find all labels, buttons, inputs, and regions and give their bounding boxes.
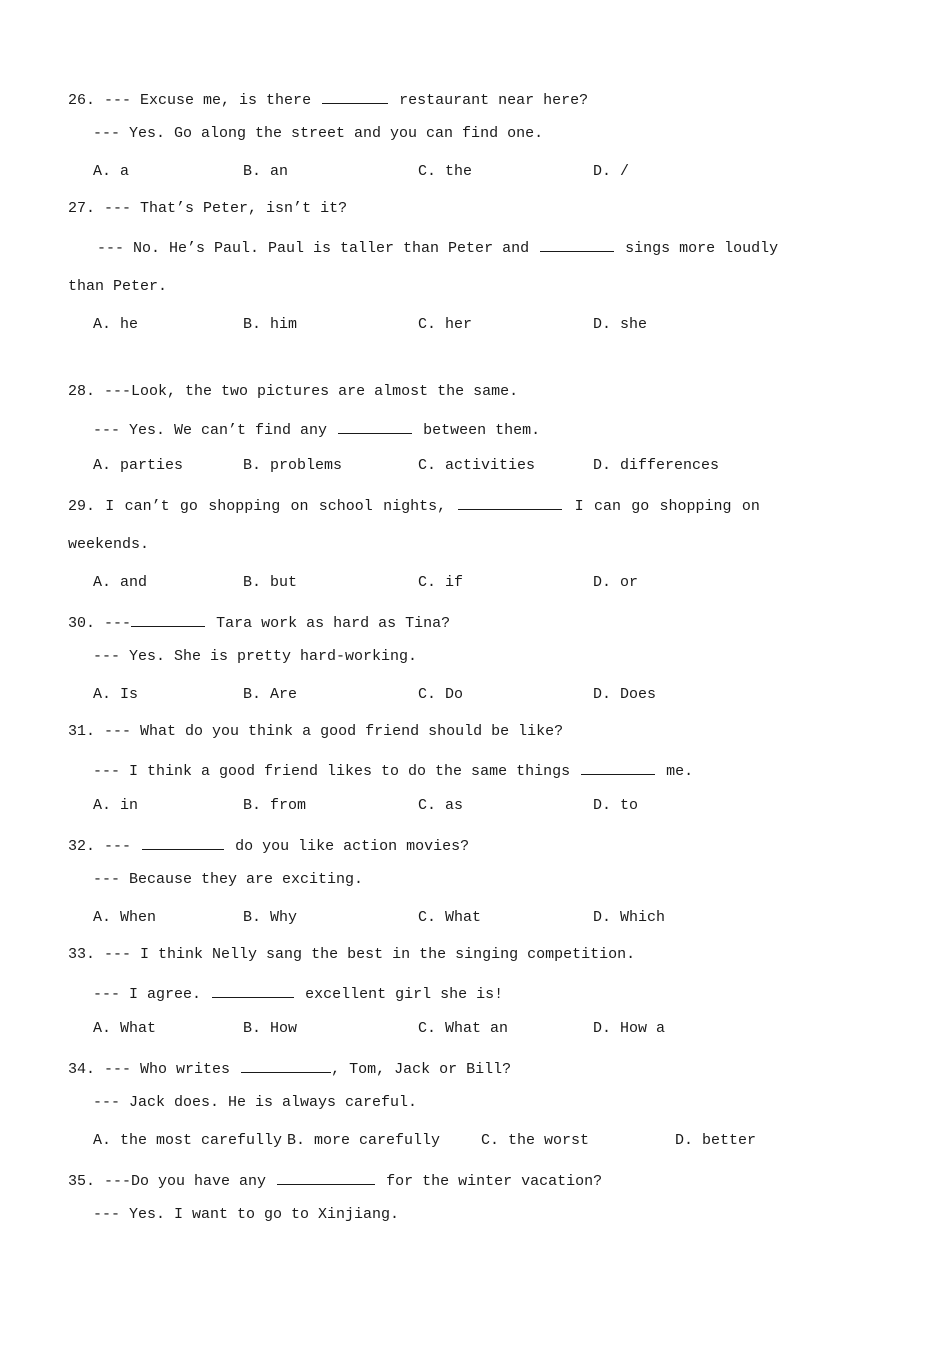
option-c[interactable]: C. the <box>418 163 473 180</box>
option-d[interactable]: D. Does <box>593 686 657 703</box>
option-a[interactable]: A. parties <box>93 457 184 474</box>
question-27-reply: --- No. He’s Paul. Paul is taller than Peter and sings more loudly <box>97 236 778 259</box>
option-d[interactable]: D. / <box>593 163 630 180</box>
question-34-reply: --- Jack does. He is always careful. <box>93 1094 418 1111</box>
option-c[interactable]: C. if <box>418 574 464 591</box>
answer-blank[interactable] <box>581 759 655 775</box>
answer-blank[interactable] <box>322 88 388 104</box>
option-c[interactable]: C. the worst <box>481 1132 590 1149</box>
question-27-prompt: 27. --- That’s Peter, isn’t it? <box>68 200 348 217</box>
option-d[interactable]: D. How a <box>593 1020 666 1037</box>
option-a[interactable]: A. When <box>93 909 157 926</box>
question-31-prompt: 31. --- What do you think a good friend should be like? <box>68 723 564 740</box>
answer-blank[interactable] <box>277 1169 375 1185</box>
option-d[interactable]: D. better <box>675 1132 757 1149</box>
question-31-reply: --- I think a good friend likes to do the same things me. <box>93 759 693 782</box>
option-c[interactable]: C. What <box>418 909 482 926</box>
question-number: 27. <box>68 200 96 217</box>
option-a[interactable]: A. a <box>93 163 130 180</box>
question-34-prompt: 34. --- Who writes , Tom, Jack or Bill? <box>68 1057 511 1080</box>
question-number: 29. <box>68 498 96 515</box>
option-d[interactable]: D. she <box>593 316 648 333</box>
answer-blank[interactable] <box>131 611 205 627</box>
question-number: 33. <box>68 946 96 963</box>
option-a[interactable]: A. What <box>93 1020 157 1037</box>
option-b[interactable]: B. Are <box>243 686 298 703</box>
option-b[interactable]: B. How <box>243 1020 298 1037</box>
question-35-reply: --- Yes. I want to go to Xinjiang. <box>93 1206 400 1223</box>
option-d[interactable]: D. Which <box>593 909 666 926</box>
question-29-continuation: weekends. <box>68 536 150 553</box>
answer-blank[interactable] <box>142 834 224 850</box>
question-30-prompt: 30. --- Tara work as hard as Tina? <box>68 611 450 634</box>
answer-blank[interactable] <box>540 236 614 252</box>
question-number: 31. <box>68 723 96 740</box>
question-29-prompt: 29. I can’t go shopping on school nights, I can go shopping on <box>68 494 760 517</box>
question-number: 34. <box>68 1061 96 1078</box>
question-33-prompt: 33. --- I think Nelly sang the best in the singing competition. <box>68 946 636 963</box>
option-a[interactable]: A. and <box>93 574 148 591</box>
question-number: 30. <box>68 615 96 632</box>
option-c[interactable]: C. activities <box>418 457 536 474</box>
question-26-reply: --- Yes. Go along the street and you can find one. <box>93 125 544 142</box>
question-33-reply: --- I agree. excellent girl she is! <box>93 982 503 1005</box>
answer-blank[interactable] <box>338 418 412 434</box>
question-number: 26. <box>68 92 96 109</box>
question-number: 28. <box>68 383 96 400</box>
option-b[interactable]: B. from <box>243 797 307 814</box>
option-b[interactable]: B. him <box>243 316 298 333</box>
answer-blank[interactable] <box>458 494 562 510</box>
question-28-prompt: 28. ---Look, the two pictures are almost the same. <box>68 383 519 400</box>
option-c[interactable]: C. her <box>418 316 473 333</box>
option-d[interactable]: D. to <box>593 797 639 814</box>
option-c[interactable]: C. Do <box>418 686 464 703</box>
option-a[interactable]: A. Is <box>93 686 139 703</box>
option-d[interactable]: D. differences <box>593 457 720 474</box>
question-27-continuation: than Peter. <box>68 278 168 295</box>
option-b[interactable]: B. problems <box>243 457 343 474</box>
question-26-prompt: 26. --- Excuse me, is there restaurant near here? <box>68 88 588 111</box>
option-a[interactable]: A. the most carefully <box>93 1132 283 1149</box>
option-b[interactable]: B. but <box>243 574 298 591</box>
question-30-reply: --- Yes. She is pretty hard-working. <box>93 648 418 665</box>
option-b[interactable]: B. Why <box>243 909 298 926</box>
answer-blank[interactable] <box>212 982 294 998</box>
option-a[interactable]: A. he <box>93 316 139 333</box>
answer-blank[interactable] <box>241 1057 331 1073</box>
option-a[interactable]: A. in <box>93 797 139 814</box>
option-c[interactable]: C. as <box>418 797 464 814</box>
question-32-prompt: 32. --- do you like action movies? <box>68 834 469 857</box>
question-number: 32. <box>68 838 96 855</box>
option-b[interactable]: B. an <box>243 163 289 180</box>
option-d[interactable]: D. or <box>593 574 639 591</box>
question-number: 35. <box>68 1173 96 1190</box>
option-b[interactable]: B. more carefully <box>287 1132 441 1149</box>
question-28-reply: --- Yes. We can’t find any between them. <box>93 418 540 441</box>
question-32-reply: --- Because they are exciting. <box>93 871 364 888</box>
question-35-prompt: 35. ---Do you have any for the winter vacation? <box>68 1169 602 1192</box>
option-c[interactable]: C. What an <box>418 1020 509 1037</box>
